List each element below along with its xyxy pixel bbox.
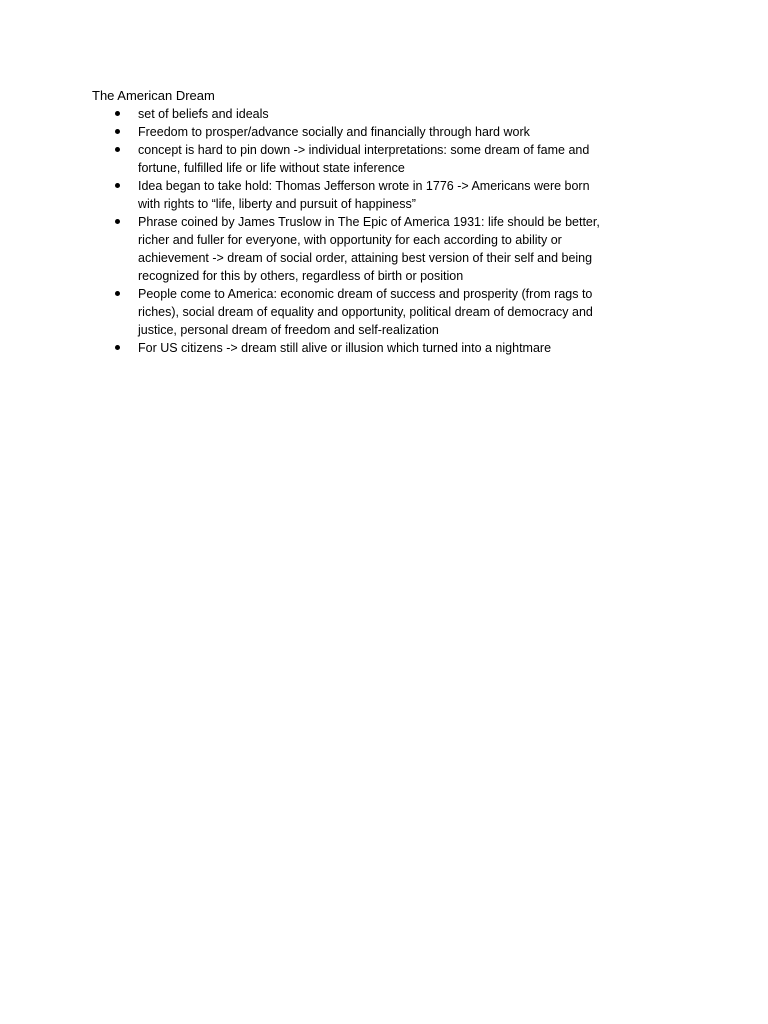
bullet-icon	[115, 345, 120, 350]
bullet-icon	[115, 219, 120, 224]
list-item	[0, 285, 768, 339]
text-line: riches), social dream of equality and opportunity, political dream of democracy and	[138, 305, 593, 319]
list-item	[0, 213, 768, 285]
list-item-text	[138, 213, 768, 285]
text-line: richer and fuller for everyone, with opportunity for each according to ability or	[138, 233, 562, 247]
list-item	[0, 105, 768, 123]
bullet-icon	[115, 183, 120, 188]
text-line: For US citizens -> dream still alive or illusion which turned into a nightmare	[138, 341, 552, 355]
text-line: with rights to “life, liberty and pursuit of happiness”	[138, 197, 416, 211]
text-line: concept is hard to pin down -> individual interpretations: some dream of fame and	[138, 143, 590, 157]
bullet-icon	[115, 111, 120, 116]
list-item-text	[138, 285, 768, 339]
text-line: justice, personal dream of freedom and self-realization	[138, 323, 439, 337]
list-item	[0, 123, 768, 141]
text-line: Idea began to take hold: Thomas Jefferson wrote in 1776 -> Americans were born	[138, 179, 590, 193]
list-item-text	[138, 339, 768, 357]
list-item-text	[138, 105, 768, 123]
text-line: set of beliefs and ideals	[138, 107, 269, 121]
document-title: The American Dream	[92, 88, 215, 103]
list-item	[0, 339, 768, 357]
list-item-text	[138, 177, 768, 213]
text-line: achievement -> dream of social order, attaining best version of their self and being	[138, 251, 593, 265]
bullet-list	[0, 105, 768, 357]
text-line: People come to America: economic dream of success and prosperity (from rags to	[138, 287, 593, 301]
list-item	[0, 177, 768, 213]
list-item-text	[138, 141, 768, 177]
list-item	[0, 141, 768, 177]
bullet-icon	[115, 291, 120, 296]
text-line: Phrase coined by James Truslow in The Epic of America 1931: life should be better,	[138, 215, 600, 229]
text-line: Freedom to prosper/advance socially and financially through hard work	[138, 125, 530, 139]
text-line: recognized for this by others, regardless of birth or position	[138, 269, 464, 283]
list-item-text	[138, 123, 768, 141]
bullet-icon	[115, 147, 120, 152]
bullet-icon	[115, 129, 120, 134]
text-line: fortune, fulfilled life or life without state inference	[138, 161, 405, 175]
